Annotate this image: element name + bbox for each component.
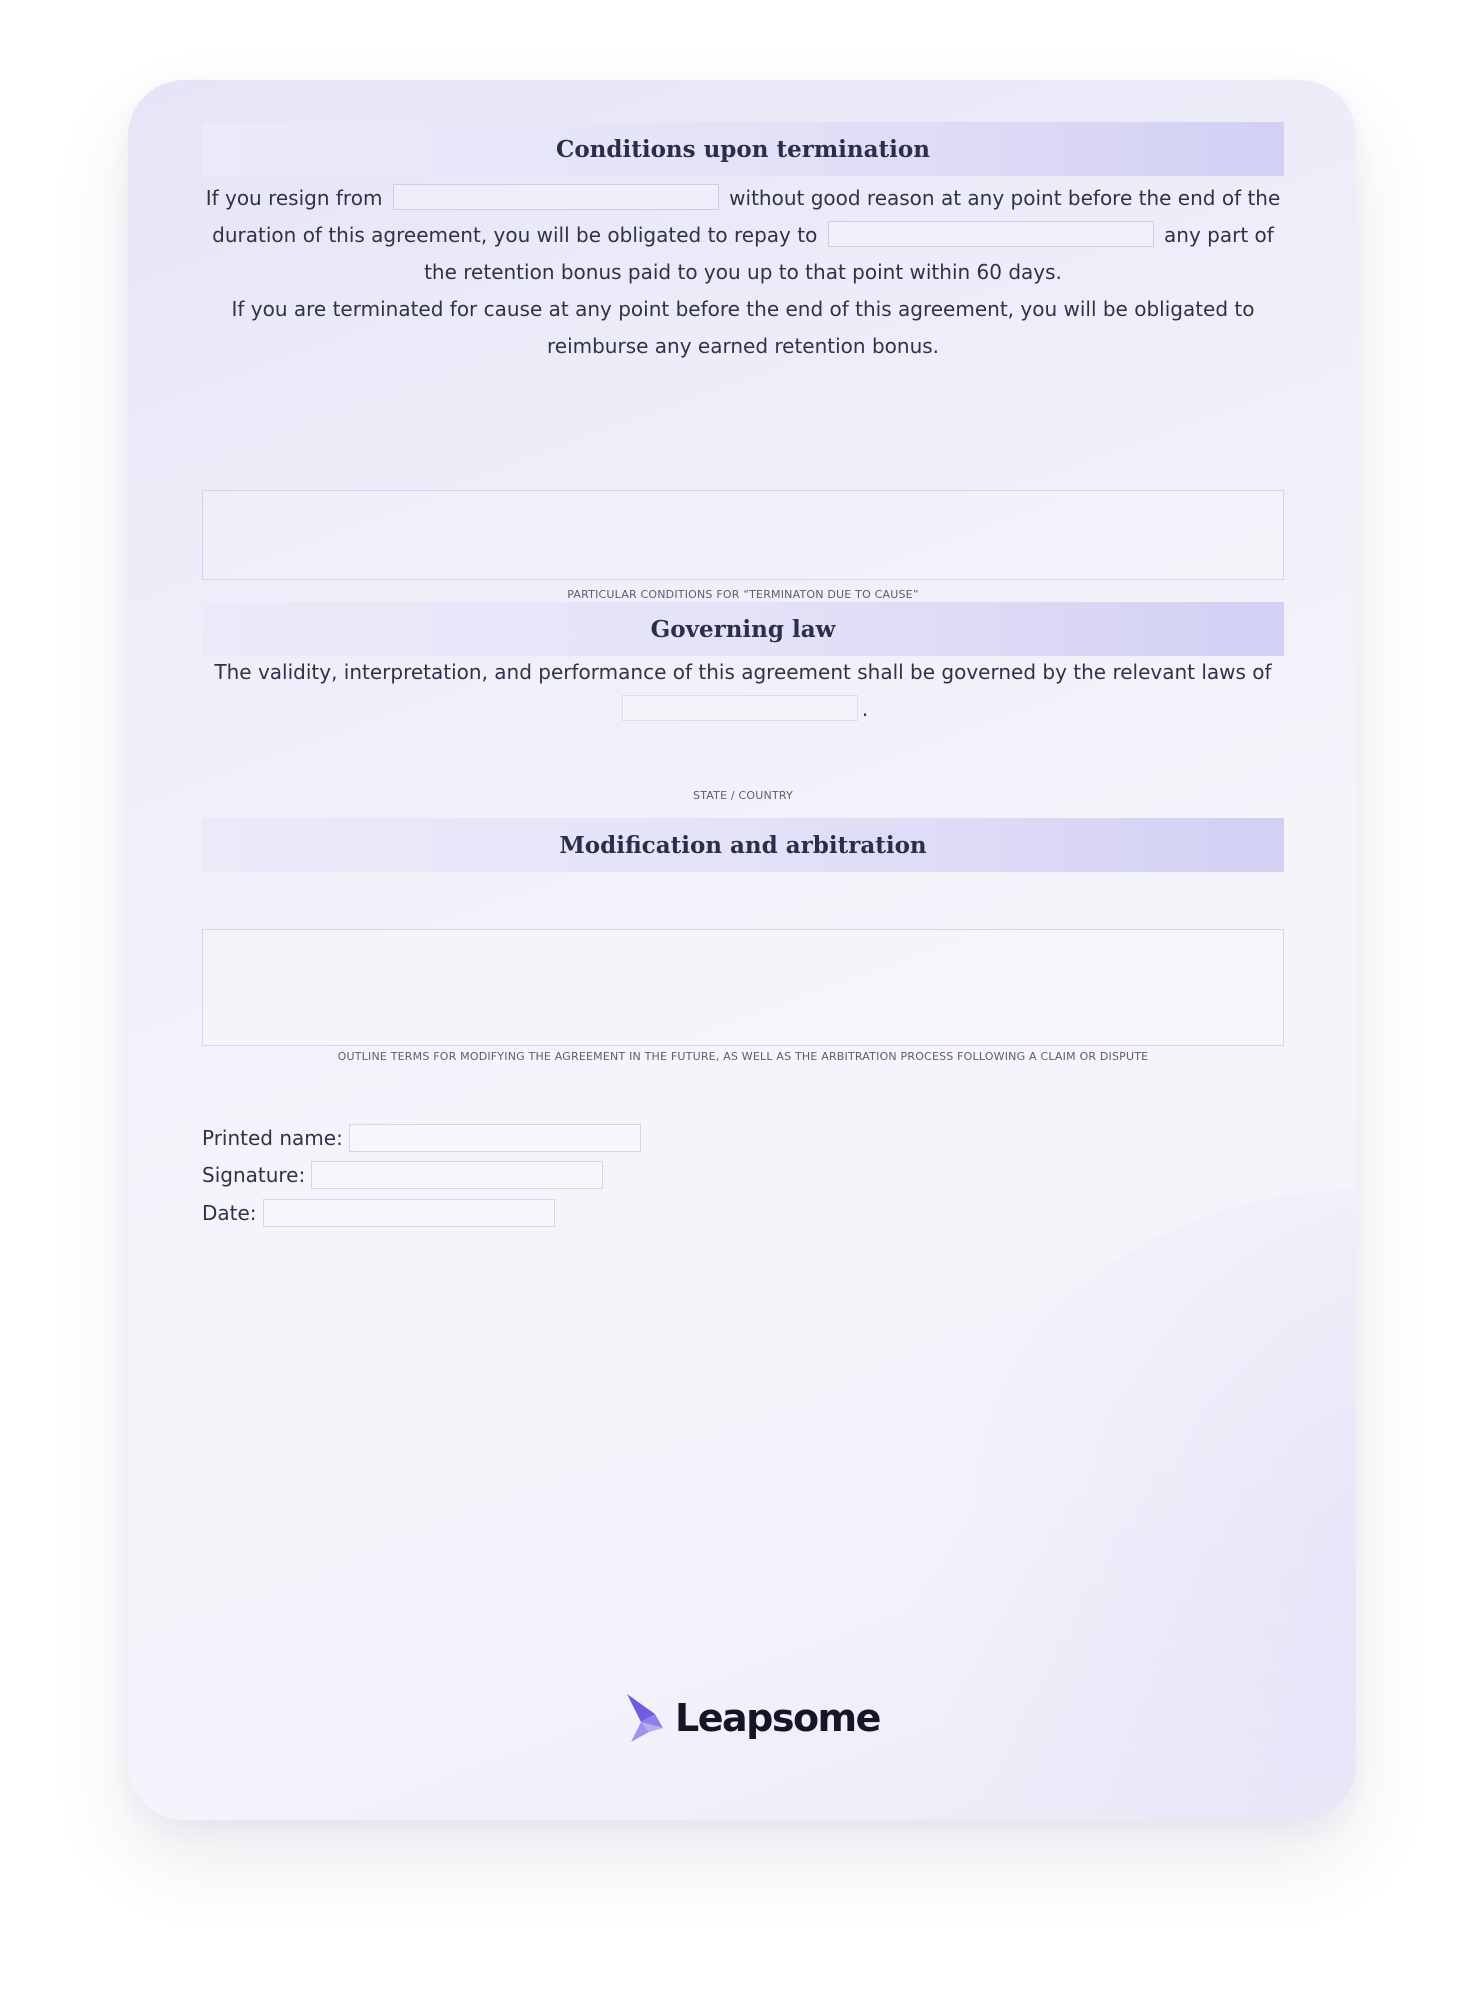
printed-name-field[interactable] <box>349 1124 641 1152</box>
termination-paragraph-1 <box>202 180 1284 291</box>
document-page <box>128 80 1356 1820</box>
printed-name-label: Printed name: <box>202 1126 343 1150</box>
signature-field[interactable] <box>311 1161 603 1189</box>
termination-text-2: without good reason at any point before the end of the duration of this agreement, you will be obligated to repay to <box>212 186 1281 247</box>
date-label: Date: <box>202 1201 257 1225</box>
signature-label: Signature: <box>202 1163 306 1187</box>
state-country-caption: STATE / COUNTRY <box>693 789 793 802</box>
leapsome-logo <box>625 1692 880 1744</box>
modification-terms-field[interactable] <box>202 929 1284 1046</box>
leapsome-bird-icon <box>625 1692 665 1744</box>
state-country-field[interactable] <box>622 695 858 721</box>
section-header-termination <box>202 122 1284 176</box>
repay-to-field[interactable] <box>828 221 1154 247</box>
signature-row <box>202 1161 603 1189</box>
termination-text-3: any part of the retention bonus paid to you up to that point within 60 days. <box>424 223 1274 284</box>
modification-caption: OUTLINE TERMS FOR MODIFYING THE AGREEMENT IN THE FUTURE, AS WELL AS THE ARBITRATION PROCESS FOLLOWING A CLAIM OR DISPUTE <box>337 1050 1149 1063</box>
cause-conditions-field[interactable] <box>202 490 1284 580</box>
section-title-termination: Conditions upon termination <box>556 135 930 163</box>
section-title-governing-law: Governing law <box>650 615 836 643</box>
section-header-governing-law <box>202 602 1284 656</box>
leapsome-wordmark: Leapsome <box>675 1696 880 1740</box>
termination-paragraph-2: If you are terminated for cause at any point before the end of this agreement, you will be obligated to reimburse any earned retention bonus. <box>231 297 1255 358</box>
governing-law-period: . <box>861 697 869 721</box>
date-field[interactable] <box>263 1199 555 1227</box>
section-header-modification <box>202 818 1284 872</box>
governing-law-text: The validity, interpretation, and performance of this agreement shall be governed by the relevant laws of <box>214 660 1272 684</box>
resign-from-field[interactable] <box>393 184 719 210</box>
section-title-modification: Modification and arbitration <box>559 831 927 859</box>
date-row <box>202 1199 555 1227</box>
governing-law-paragraph <box>202 654 1284 728</box>
printed-name-row <box>202 1124 641 1152</box>
cause-conditions-caption: PARTICULAR CONDITIONS FOR “TERMINATON DUE TO CAUSE” <box>567 588 919 601</box>
termination-text-1: If you resign from <box>205 186 383 210</box>
